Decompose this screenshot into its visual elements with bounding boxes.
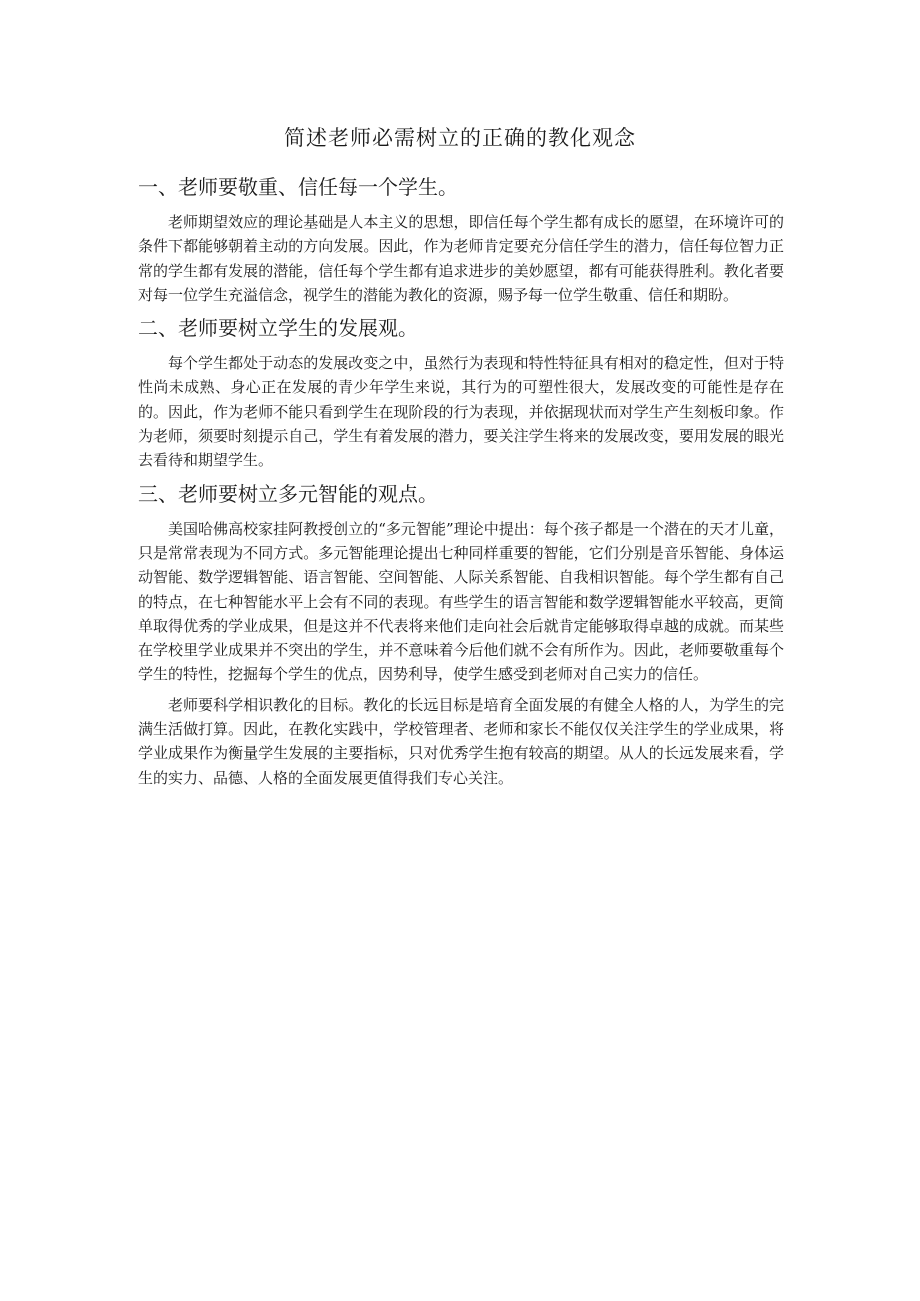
paragraph: 老师期望效应的理论基础是人本主义的思想，即信任每个学生都有成长的愿望，在环境许可的条件下都能够朝着主动的方向发展。因此，作为老师肯定要充分信任学生的潜力，信任每位智力正常的学生都有发展的潜能，信任每个学生都有追求进步的美妙愿望，都有可能获得胜利。教化者要对每一位学生充溢信念，视学生的潜能为教化的资源，赐予每一位学生敬重、信任和期盼。: [138, 213, 784, 304]
section-heading: 一、老师要敬重、信任每一个学生。: [138, 175, 458, 199]
paragraph: 老师要科学相识教化的目标。教化的长远目标是培育全面发展的有健全人格的人，为学生的完满生活做打算。因此，在教化实践中，学校管理者、老师和家长不能仅仅关注学生的学业成果，将学业成果作为衡量学生发展的主要指标，只对优秀学生抱有较高的期望。从人的长远发展来看，学生的实力、品德、人格的全面发展更值得我们专心关注。: [138, 695, 784, 787]
document-body: [138, 172, 784, 796]
paragraph: 美国哈佛高校家挂阿教授创立的“多元智能”理论中提出：每个孩子都是一个潜在的天才儿童，只是常常表现为不同方式。多元智能理论提出七种同样重要的智能，它们分别是音乐智能、身体运动智能、数学逻辑智能、语言智能、空间智能、人际关系智能、自我相识智能。每个学生都有自己的特点，在七种智能水平上会有不同的表现。有些学生的语言智能和数学逻辑智能水平较高，更简单取得优秀的学业成果，但是这并不代表将来他们走向社会后就肯定能够取得卓越的成就。而某些在学校里学业成果并不突出的学生，并不意味着今后他们就不会有所作为。因此，老师要敬重每个学生的特性，挖掘每个学生的优点，因势利导，使学生感受到老师对自己实力的信任。: [138, 519, 784, 684]
section-1: [138, 172, 784, 307]
section-3: [138, 479, 784, 790]
section-2: [138, 313, 784, 472]
document-title: 简述老师必需树立的正确的教化观念: [284, 126, 636, 150]
paragraph: 每个学生都处于动态的发展改变之中，虽然行为表现和特性特征具有相对的稳定性，但对于特性尚未成熟、身心正在发展的青少年学生来说，其行为的可塑性很大，发展改变的可能性是存在的。因此，作为老师不能只看到学生在现阶段的行为表现，并依据现状而对学生产生刻板印象。作为老师，须要时刻提示自己，学生有着发展的潜力，要关注学生将来的发展改变，要用发展的眼光去看待和期望学生。: [138, 354, 784, 470]
section-heading: 三、老师要树立多元智能的观点。: [138, 481, 438, 506]
section-heading: 二、老师要树立学生的发展观。: [138, 316, 418, 341]
